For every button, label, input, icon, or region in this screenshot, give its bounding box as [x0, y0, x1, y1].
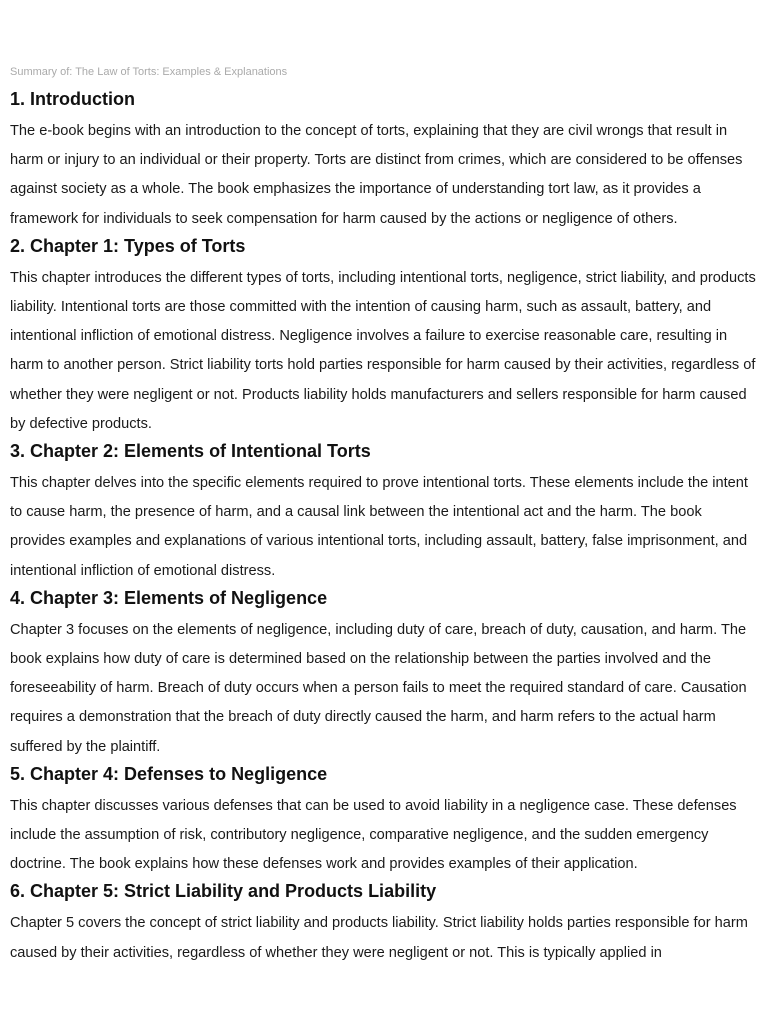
document-page: [10, 64, 760, 969]
section-heading: 3. Chapter 2: Elements of Intentional Torts: [10, 441, 371, 462]
section-heading: 2. Chapter 1: Types of Torts: [10, 235, 246, 256]
section-heading: 1. Introduction: [10, 89, 135, 109]
section-heading: 4. Chapter 3: Elements of Negligence: [10, 587, 328, 608]
section-body: This chapter discusses various defenses that can be used to avoid liability in a negligence case. These defenses include the assumption of risk, contributory negligence, comparative negligence, and the sudden emergency doctrine. The book explains how these defenses work and provides examples of their application.: [10, 797, 737, 873]
section-chapter-5: [10, 880, 760, 967]
section-introduction: [10, 88, 760, 234]
section-chapter-2: [10, 440, 760, 586]
document-header: Summary of: The Law of Torts: Examples & Explanations: [10, 66, 288, 78]
section-body: Chapter 3 focuses on the elements of negligence, including duty of care, breach of duty, causation, and harm. The book explains how duty of care is determined based on the relationship between the parties involved and the foreseeability of harm. Breach of duty occurs when a person fails to meet the required standard of care. Causation requires a demonstration that the breach of duty directly caused the harm, and harm refers to the actual harm suffered by the plaintiff.: [10, 621, 747, 755]
section-heading: 5. Chapter 4: Defenses to Negligence: [10, 763, 328, 784]
section-chapter-3: [10, 587, 760, 762]
section-body: This chapter introduces the different types of torts, including intentional torts, negligence, strict liability, and products liability. Intentional torts are those committed with the intention of causing harm, such as assault, battery, and intentional infliction of emotional distress. Negligence involves a failure to exercise reasonable care, resulting in harm to another person. Strict liability torts hold parties responsible for harm caused by their activities, regardless of whether they were negligent or not. Products liability holds manufacturers and sellers responsible for harm caused by defective products.: [10, 269, 756, 432]
section-heading: 6. Chapter 5: Strict Liability and Products Liability: [10, 881, 437, 902]
section-body: The e-book begins with an introduction to the concept of torts, explaining that they are civil wrongs that result in harm or injury to an individual or their property. Torts are distinct from crimes, which are considered to be offenses against society as a whole. The book emphasizes the importance of understanding tort law, as it provides a framework for individuals to seek compensation for harm caused by the actions or negligence of others.: [10, 123, 743, 227]
section-body: This chapter delves into the specific elements required to prove intentional torts. These elements include the intent to cause harm, the presence of harm, and a causal link between the intentional act and the harm. The book provides examples and explanations of various intentional torts, including assault, battery, false imprisonment, and intentional infliction of emotional distress.: [10, 475, 748, 579]
section-chapter-1: [10, 235, 760, 439]
section-body: Chapter 5 covers the concept of strict liability and products liability. Strict liability holds parties responsible for harm caused by their activities, regardless of whether they were negligent or not. This is typically applied in: [10, 915, 748, 961]
section-chapter-4: [10, 763, 760, 880]
